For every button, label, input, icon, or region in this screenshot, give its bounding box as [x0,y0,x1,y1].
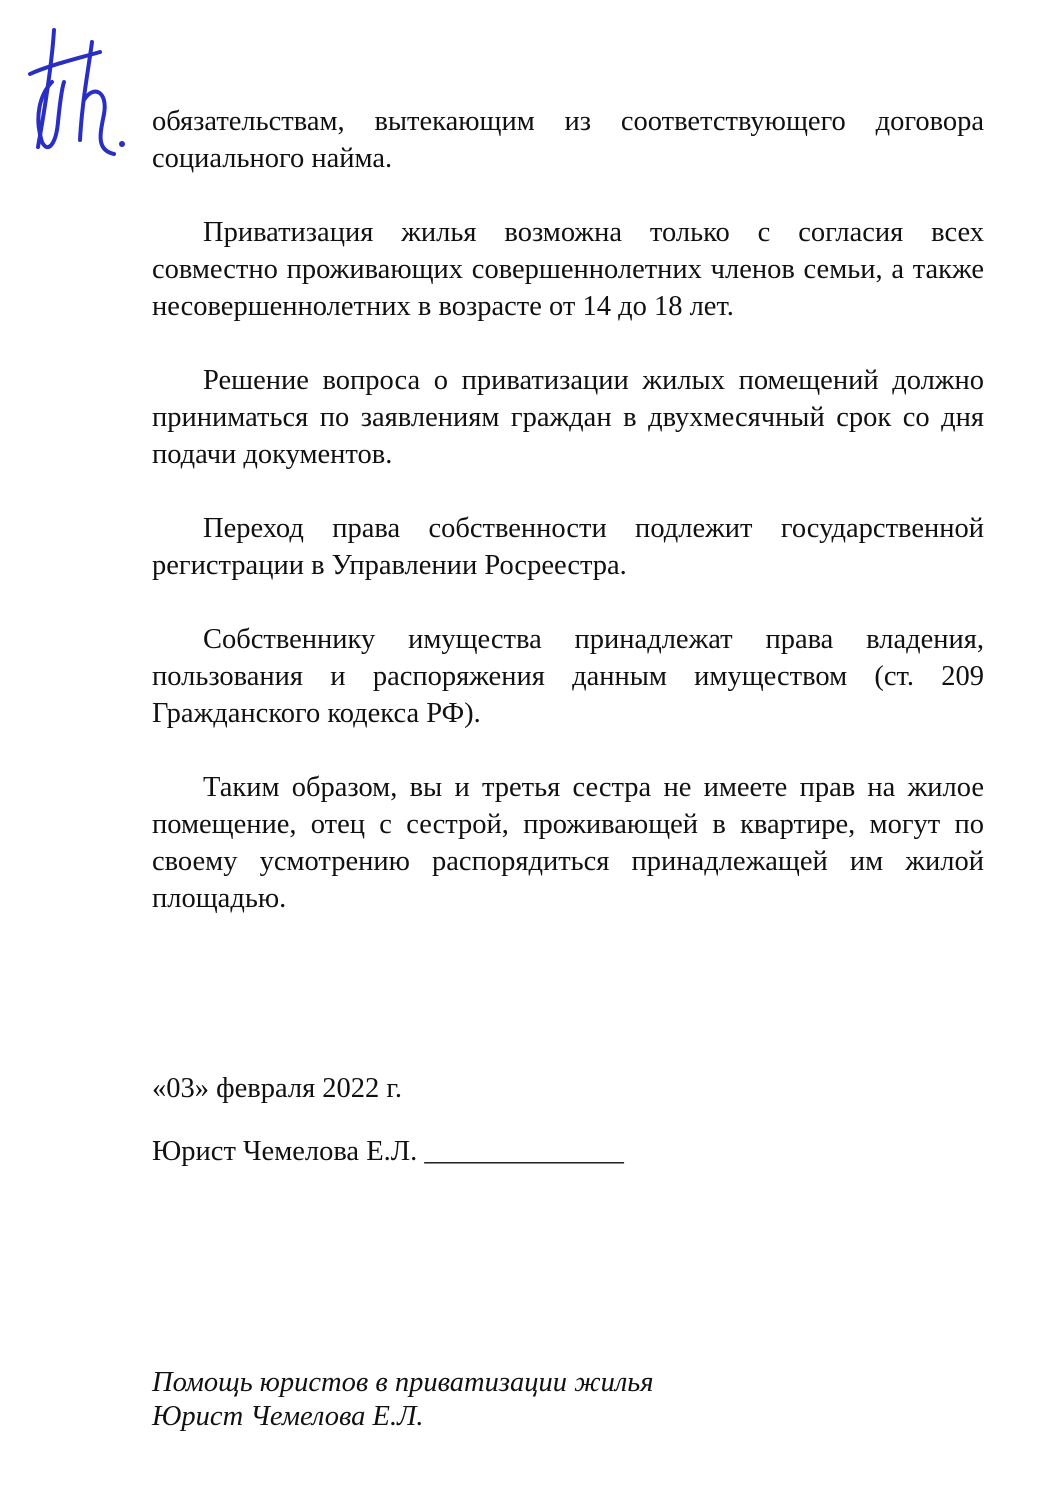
footer-lawyer-name: Юрист Чемелова Е.Л. [152,1401,424,1432]
handwritten-initial-signature [22,22,132,162]
document-date: «03» февраля 2022 г. [152,1073,403,1104]
lawyer-signature-line: Юрист Чемелова Е.Л. ______________ [152,1136,624,1167]
body-text [152,103,984,917]
footer [152,1366,654,1434]
paragraph-registration: Переход права собственности подлежит государственной регистрации в Управлении Росреестра. [152,513,984,581]
paragraph-owner-rights: Собственнику имущества принадлежат права владения, пользования и распоряжения данным имуществом (ст. 209 Гражданского кодекса РФ). [152,624,984,729]
paragraph-conclusion: Таким образом, вы и третья сестра не имеете прав на жилое помещение, отец с сестрой, проживающей в квартире, могут по своему усмотрению распорядиться принадлежащей им жилой площадью. [152,772,984,914]
paragraph-continuation: обязательствам, вытекающим из соответствующего договора социального найма. [152,106,984,174]
footer-service-line: Помощь юристов в приватизации жилья [152,1367,654,1398]
paragraph-decision-term: Решение вопроса о приватизации жилых помещений должно приниматься по заявлениям граждан в двухмесячный срок со дня подачи документов. [152,365,984,470]
paragraph-privatization-consent: Приватизация жилья возможна только с согласия всех совместно проживающих совершеннолетних членов семьи, а также несовершеннолетних в возрасте от 14 до 18 лет. [152,217,984,322]
